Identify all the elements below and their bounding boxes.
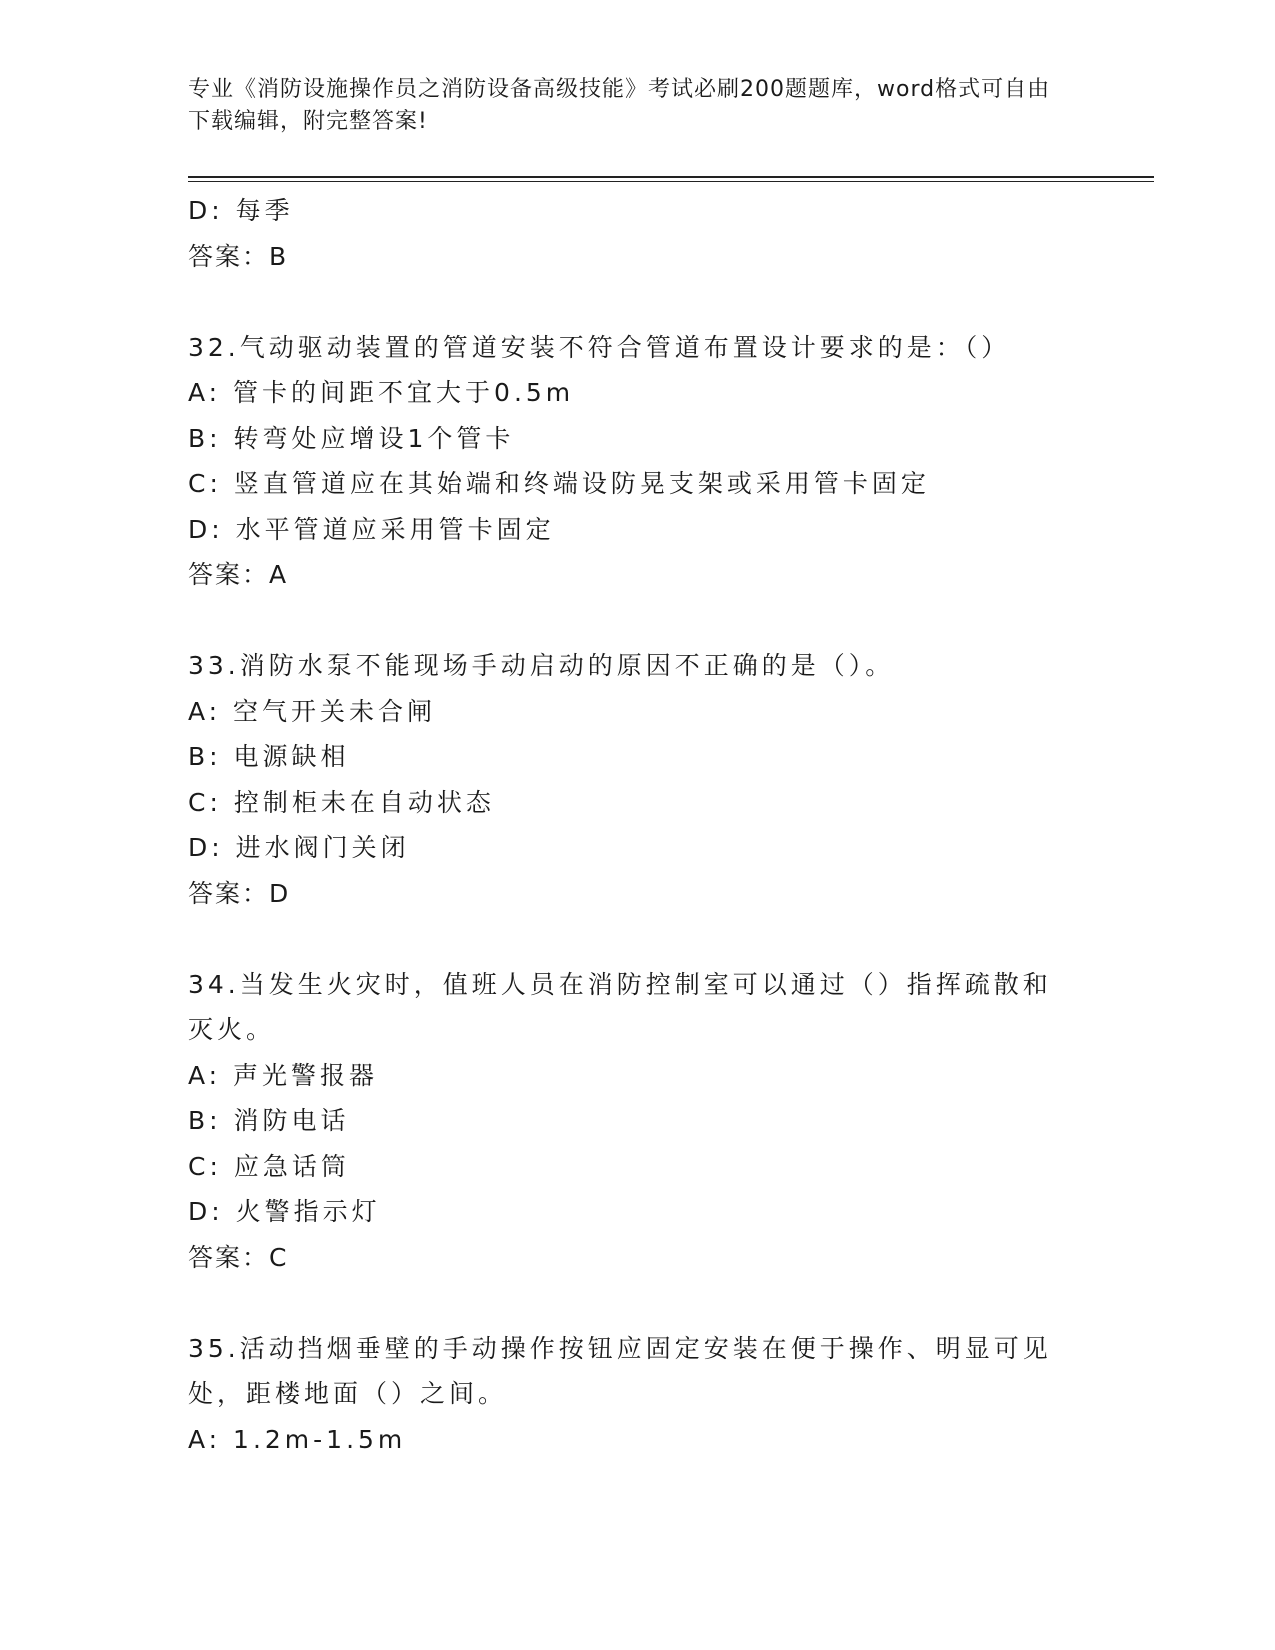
question-block	[188, 325, 1088, 599]
question-option: A: 1.2m-1.5m	[188, 1424, 407, 1454]
question-option: A: 声光警报器	[188, 1060, 379, 1090]
question-text: 34.当发生火灾时，值班人员在消防控制室可以通过（）指挥疏散和灭火。	[188, 969, 1052, 1044]
question-option: B: 转弯处应增设1个管卡	[188, 423, 515, 453]
question-text: 33.消防水泵不能现场手动启动的原因不正确的是（）。	[188, 651, 895, 680]
question-option: C: 控制柜未在自动状态	[188, 787, 495, 817]
question-option: C: 竖直管道应在其始端和终端设防晃支架或采用管卡固定	[188, 469, 930, 498]
question-option: A: 空气开关未合闸	[188, 696, 437, 726]
question-option: A: 管卡的间距不宜大于0.5m	[188, 378, 575, 407]
question-answer: 答案：C	[188, 1242, 289, 1272]
prev-question-answer: 答案：B	[188, 241, 289, 271]
question-option: D: 火警指示灯	[188, 1197, 381, 1226]
question-list	[188, 188, 1088, 1462]
prev-question-option-d: D: 每季	[188, 196, 294, 225]
spacer	[188, 598, 1088, 643]
question-block	[188, 643, 1088, 917]
question-answer: 答案：A	[188, 560, 289, 589]
question-block	[188, 962, 1088, 1281]
header-rule-thin	[188, 181, 1154, 182]
spacer	[188, 1281, 1088, 1326]
question-block	[188, 1326, 1088, 1463]
question-option: D: 进水阀门关闭	[188, 833, 410, 862]
document-header: 专业《消防设施操作员之消防设备高级技能》考试必刷200题题库，word格式可自由下载编辑，附完整答案!	[188, 77, 1051, 134]
spacer	[188, 917, 1088, 962]
question-answer: 答案：D	[188, 878, 291, 908]
question-option: B: 消防电话	[188, 1106, 350, 1135]
question-option: B: 电源缺相	[188, 742, 350, 771]
header-rule-thick	[188, 176, 1154, 178]
question-text: 32.气动驱动装置的管道安装不符合管道布置设计要求的是：（）	[188, 332, 1011, 362]
spacer	[188, 280, 1088, 325]
question-option: D: 水平管道应采用管卡固定	[188, 514, 555, 544]
question-text: 35.活动挡烟垂壁的手动操作按钮应固定安装在便于操作、明显可见处，距楼地面（）之间。	[188, 1333, 1052, 1408]
question-option: C: 应急话筒	[188, 1151, 350, 1181]
